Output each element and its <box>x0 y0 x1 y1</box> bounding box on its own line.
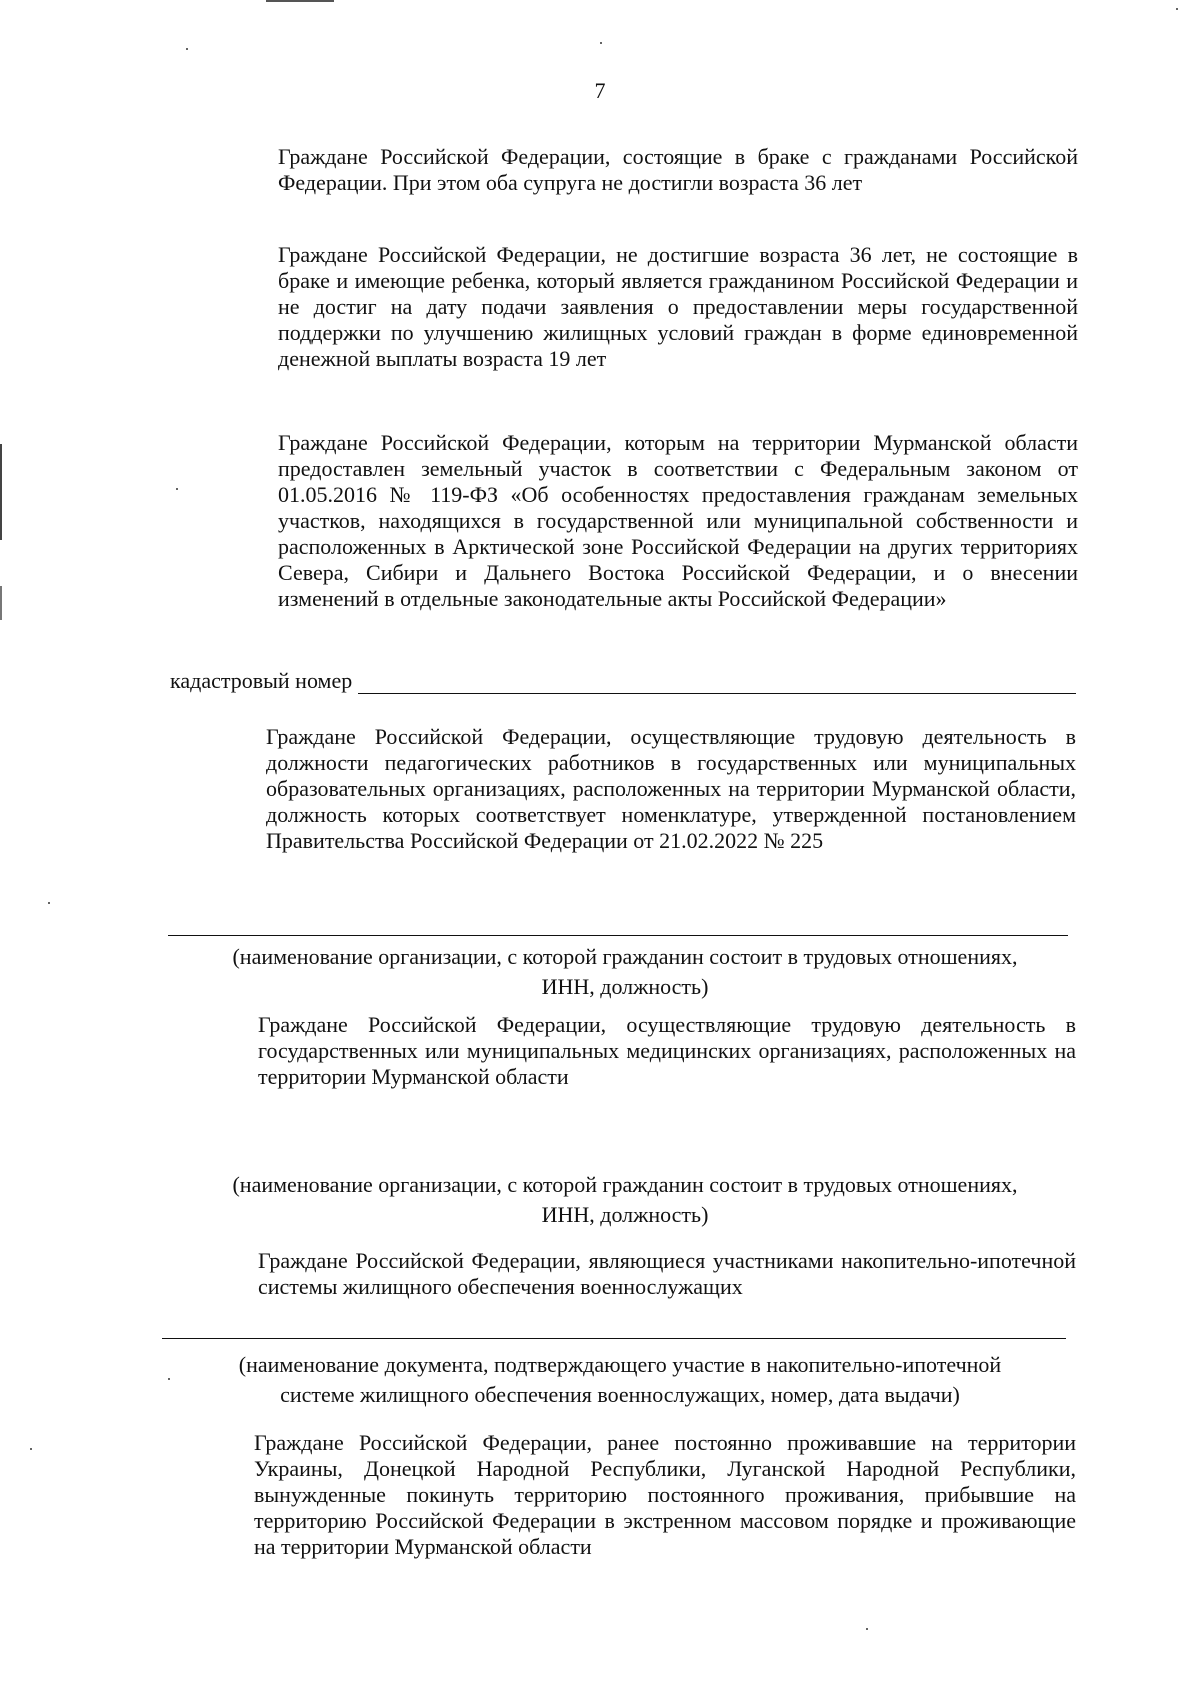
caption-line: (наименование документа, подтверждающего участие в накопительно-ипотечной <box>238 1352 1002 1377</box>
caption-line: (наименование организации, с которой гражданин состоит в трудовых отношениях, <box>232 1172 1018 1197</box>
paragraph-medical-workers: Граждане Российской Федерации, осуществляющие трудовую деятельность в государственных или муниципальных медицинских организациях, расположенных на территории Мурманской области <box>258 1012 1076 1089</box>
scan-speck <box>866 1628 868 1630</box>
scan-speck <box>48 902 50 904</box>
caption-line: ИНН, должность) <box>541 1202 709 1227</box>
scan-speck <box>600 42 602 44</box>
document-blank-line <box>162 1338 1066 1339</box>
caption-line: системе жилищного обеспечения военнослужащих, номер, дата выдачи) <box>280 1382 960 1407</box>
document-caption <box>180 1350 1060 1410</box>
cadastral-number-field <box>170 668 1076 694</box>
caption-line: ИНН, должность) <box>541 974 709 999</box>
paragraph-teachers: Граждане Российской Федерации, осуществляющие трудовую деятельность в должности педагогических работников в государственных или муниципальных образовательных организациях, расположенных на территории Мурманской области, должность которых соответствует номенклатуре, утвержденной постановлением Правительства Российской Федерации от 21.02.2022 № 225 <box>266 724 1076 853</box>
paragraph-single-parent: Граждане Российской Федерации, не достигшие возраста 36 лет, не состоящие в браке и имеющие ребенка, который является гражданином Российской Федерации и не достиг на дату подачи заявления о предоставлении меры государственной поддержки по улучшению жилищных условий граждан в форме единовременной денежной выплаты возраста 19 лет <box>278 242 1078 371</box>
header-scan-mark <box>266 0 334 2</box>
cadastral-number-blank <box>358 673 1076 694</box>
organization-caption <box>170 1170 1080 1230</box>
caption-line: (наименование организации, с которой гражданин состоит в трудовых отношениях, <box>232 944 1018 969</box>
paragraph-married-citizens: Граждане Российской Федерации, состоящие в браке с гражданами Российской Федерации. При этом оба супруга не достигли возраста 36 лет <box>278 144 1078 195</box>
cadastral-number-label: кадастровый номер <box>170 668 353 693</box>
scan-speck <box>168 1378 170 1380</box>
scan-speck <box>176 488 178 490</box>
margin-scan-mark <box>0 586 2 620</box>
paragraph-military-mortgage: Граждане Российской Федерации, являющиеся участниками накопительно-ипотечной системы жилищного обеспечения военнослужащих <box>258 1248 1076 1299</box>
scan-speck <box>186 48 188 50</box>
paragraph-displaced-citizens: Граждане Российской Федерации, ранее постоянно проживавшие на территории Украины, Донецкой Народной Республики, Луганской Народной Республики, вынужденные покинуть территорию постоянного проживания, прибывшие на территорию Российской Федерации в экстренном массовом порядке и проживающие на территории Мурманской области <box>254 1430 1076 1559</box>
margin-scan-mark <box>0 444 2 540</box>
scan-speck <box>1176 8 1178 10</box>
organization-caption <box>170 942 1080 1002</box>
scan-speck <box>30 1448 32 1450</box>
page-number: 7 <box>594 78 606 103</box>
organization-blank-line <box>168 935 1068 936</box>
paragraph-land-plot: Граждане Российской Федерации, которым на территории Мурманской области предоставлен земельный участок в соответствии с Федеральным законом от 01.05.2016 № 119-ФЗ «Об особенностях предоставления гражданам земельных участков, находящихся в государственной или муниципальной собственности и расположенных в Арктической зоне Российской Федерации на других территориях Севера, Сибири и Дальнего Востока Российской Федерации, и о внесении изменений в отдельные законодательные акты Российской Федерации» <box>278 430 1078 611</box>
